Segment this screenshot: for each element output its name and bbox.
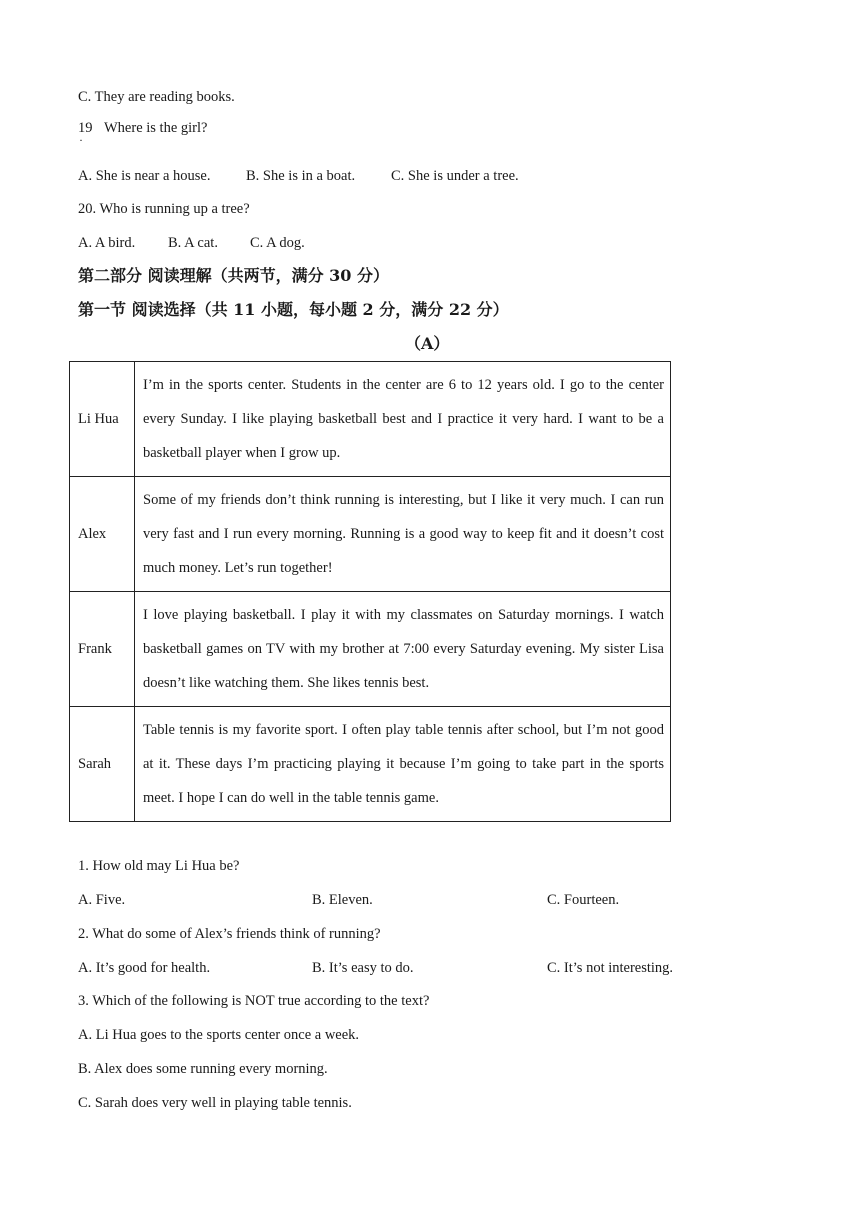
table-row bbox=[70, 477, 671, 592]
speaker-name: Sarah bbox=[70, 707, 135, 822]
q19-option-a: A. She is near a house. bbox=[78, 168, 211, 184]
question-2-option-a: A. It’s good for health. bbox=[78, 960, 211, 976]
question-1-option-a: A. Five. bbox=[78, 892, 126, 908]
question-3-option-a: A. Li Hua goes to the sports center once a week. bbox=[78, 1027, 360, 1043]
speaker-text: I’m in the sports center. Students in the center are 6 to 12 years old. I go to the center every Sunday. I like playing basketball best and I practice it very hard. I want to be a basketball player when I grow up. bbox=[135, 362, 671, 477]
question-2-stem: 2. What do some of Alex’s friends think of running? bbox=[78, 926, 381, 942]
reading-table bbox=[69, 361, 671, 822]
table-row bbox=[70, 362, 671, 477]
section1-title: 第一节 阅读选择（共 11 小题，每小题 2 分，满分 22 分） bbox=[78, 300, 509, 319]
question-1-stem: 1. How old may Li Hua be? bbox=[78, 858, 240, 874]
q19-dot: · bbox=[79, 133, 83, 147]
q19-text: Where is the girl? bbox=[104, 120, 208, 136]
q20-stem: 20. Who is running up a tree? bbox=[78, 201, 250, 217]
question-2-option-b: B. It’s easy to do. bbox=[312, 960, 414, 976]
q19-option-b: B. She is in a boat. bbox=[246, 168, 356, 184]
q19-option-c: C. She is under a tree. bbox=[391, 168, 519, 184]
question-3-stem: 3. Which of the following is NOT true according to the text? bbox=[78, 993, 430, 1009]
q20-option-c: C. A dog. bbox=[250, 235, 305, 251]
speaker-text: Some of my friends don’t think running is interesting, but I like it very much. I can run very fast and I run every morning. Running is a good way to keep fit and it doesn’t cost much money. Let’s run together! bbox=[135, 477, 671, 592]
q18-option-c: C. They are reading books. bbox=[78, 89, 235, 105]
q20-option-b: B. A cat. bbox=[168, 235, 218, 251]
question-3-option-b: B. Alex does some running every morning. bbox=[78, 1061, 328, 1077]
table-row bbox=[70, 592, 671, 707]
q20-option-a: A. A bird. bbox=[78, 235, 136, 251]
table-row bbox=[70, 707, 671, 822]
passage-label: （A） bbox=[405, 334, 450, 353]
question-2-option-c: C. It’s not interesting. bbox=[547, 960, 674, 976]
speaker-text: I love playing basketball. I play it with my classmates on Saturday mornings. I watch basketball games on TV with my brother at 7:00 every Saturday evening. My sister Lisa doesn’t like watching them. She likes tennis best. bbox=[135, 592, 671, 707]
part2-title: 第二部分 阅读理解（共两节，满分 30 分） bbox=[78, 266, 389, 285]
q19-number: 19 bbox=[78, 120, 93, 136]
question-3-option-c: C. Sarah does very well in playing table tennis. bbox=[78, 1095, 352, 1111]
speaker-text: Table tennis is my favorite sport. I often play table tennis after school, but I’m not good at it. These days I’m practicing playing it because I’m going to take part in the sports meet. I hope I can do well in the table tennis game. bbox=[135, 707, 671, 822]
speaker-name: Frank bbox=[70, 592, 135, 707]
speaker-name: Alex bbox=[70, 477, 135, 592]
question-1-option-b: B. Eleven. bbox=[312, 892, 373, 908]
speaker-name: Li Hua bbox=[70, 362, 135, 477]
question-1-option-c: C. Fourteen. bbox=[547, 892, 620, 908]
